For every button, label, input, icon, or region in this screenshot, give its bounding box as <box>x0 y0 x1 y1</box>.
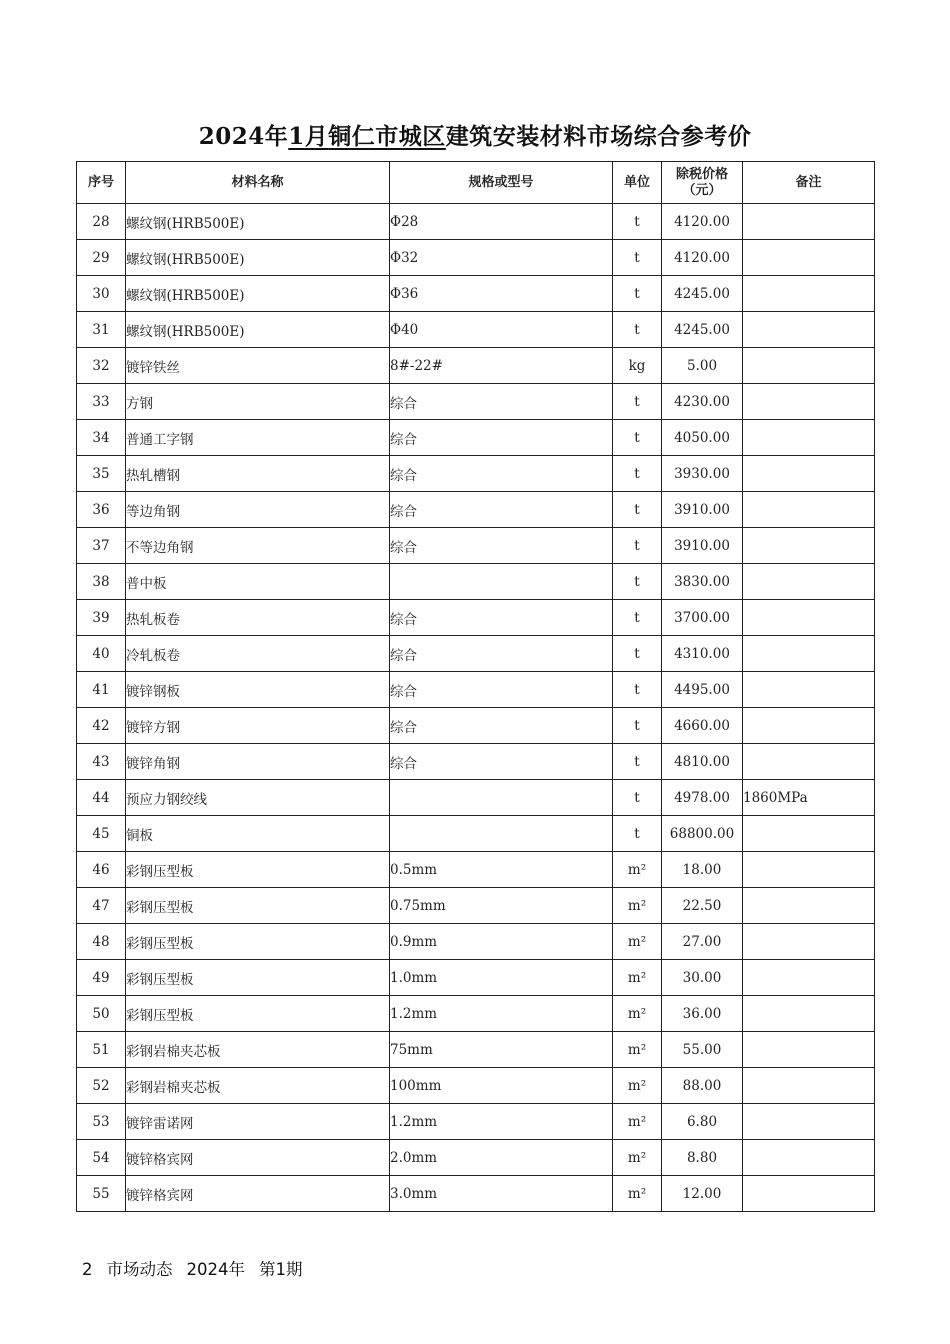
cell-price: 18.00 <box>662 852 743 888</box>
cell-spec: 综合 <box>390 384 613 420</box>
cell-name: 热轧槽钢 <box>126 456 390 492</box>
cell-name: 镀锌铁丝 <box>126 348 390 384</box>
cell-spec: 综合 <box>390 420 613 456</box>
cell-price: 88.00 <box>662 1068 743 1104</box>
cell-seq: 29 <box>77 240 126 276</box>
cell-name: 镀锌方钢 <box>126 708 390 744</box>
table-body <box>77 204 875 1212</box>
cell-spec: 综合 <box>390 456 613 492</box>
cell-unit: t <box>613 240 662 276</box>
cell-unit: t <box>613 204 662 240</box>
cell-remark <box>743 312 875 348</box>
table-row <box>77 1140 875 1176</box>
cell-seq: 55 <box>77 1176 126 1212</box>
table-row <box>77 348 875 384</box>
cell-unit: t <box>613 276 662 312</box>
cell-price: 5.00 <box>662 348 743 384</box>
cell-unit: t <box>613 636 662 672</box>
cell-spec: 100mm <box>390 1068 613 1104</box>
cell-seq: 48 <box>77 924 126 960</box>
page-title <box>0 118 950 151</box>
cell-price: 4120.00 <box>662 204 743 240</box>
cell-remark <box>743 1176 875 1212</box>
cell-price: 4310.00 <box>662 636 743 672</box>
cell-remark <box>743 888 875 924</box>
cell-spec: 综合 <box>390 600 613 636</box>
cell-spec: 1.2mm <box>390 1104 613 1140</box>
header-name: 材料名称 <box>126 162 390 204</box>
cell-unit: t <box>613 492 662 528</box>
table-row <box>77 204 875 240</box>
cell-name: 镀锌钢板 <box>126 672 390 708</box>
cell-remark <box>743 492 875 528</box>
cell-price: 8.80 <box>662 1140 743 1176</box>
table-row <box>77 312 875 348</box>
cell-unit: m² <box>613 1068 662 1104</box>
cell-spec: 8#-22# <box>390 348 613 384</box>
cell-unit: t <box>613 816 662 852</box>
cell-seq: 50 <box>77 996 126 1032</box>
cell-price: 12.00 <box>662 1176 743 1212</box>
cell-spec: 1.0mm <box>390 960 613 996</box>
cell-name: 方钢 <box>126 384 390 420</box>
cell-spec: 75mm <box>390 1032 613 1068</box>
cell-price: 6.80 <box>662 1104 743 1140</box>
cell-remark <box>743 348 875 384</box>
cell-price: 3910.00 <box>662 528 743 564</box>
table-row <box>77 672 875 708</box>
cell-unit: m² <box>613 852 662 888</box>
cell-price: 4230.00 <box>662 384 743 420</box>
table-row <box>77 600 875 636</box>
cell-remark <box>743 1140 875 1176</box>
cell-price: 3930.00 <box>662 456 743 492</box>
table-row <box>77 888 875 924</box>
table-row <box>77 636 875 672</box>
cell-price: 4120.00 <box>662 240 743 276</box>
cell-remark <box>743 960 875 996</box>
cell-seq: 37 <box>77 528 126 564</box>
cell-unit: m² <box>613 1104 662 1140</box>
publication-year: 2024年 <box>186 1260 245 1279</box>
cell-unit: t <box>613 780 662 816</box>
cell-spec: 1.2mm <box>390 996 613 1032</box>
cell-name: 预应力钢绞线 <box>126 780 390 816</box>
header-unit: 单位 <box>613 162 662 204</box>
header-price-line1: 除税价格 <box>675 166 728 182</box>
table-row <box>77 240 875 276</box>
cell-seq: 35 <box>77 456 126 492</box>
publication-issue: 第1期 <box>259 1260 303 1279</box>
title-subject: 建筑安装材料市场综合参考价 <box>445 123 752 150</box>
cell-remark <box>743 384 875 420</box>
cell-seq: 45 <box>77 816 126 852</box>
cell-name: 普通工字钢 <box>126 420 390 456</box>
cell-spec: 0.5mm <box>390 852 613 888</box>
cell-remark <box>743 636 875 672</box>
cell-spec: 0.75mm <box>390 888 613 924</box>
cell-name: 彩钢压型板 <box>126 996 390 1032</box>
cell-seq: 49 <box>77 960 126 996</box>
cell-spec: 2.0mm <box>390 1140 613 1176</box>
cell-name: 等边角钢 <box>126 492 390 528</box>
table-row <box>77 1032 875 1068</box>
cell-unit: t <box>613 672 662 708</box>
cell-remark <box>743 816 875 852</box>
cell-unit: kg <box>613 348 662 384</box>
cell-unit: t <box>613 708 662 744</box>
table-row <box>77 456 875 492</box>
title-region: 铜仁市城区 <box>328 123 446 150</box>
cell-seq: 36 <box>77 492 126 528</box>
cell-seq: 33 <box>77 384 126 420</box>
table-row <box>77 816 875 852</box>
cell-unit: m² <box>613 1140 662 1176</box>
table-row <box>77 1104 875 1140</box>
page-footer <box>82 1256 317 1280</box>
page-number: 2 <box>82 1260 93 1279</box>
cell-spec: 综合 <box>390 708 613 744</box>
cell-name: 彩钢岩棉夹芯板 <box>126 1032 390 1068</box>
cell-unit: t <box>613 384 662 420</box>
table-header-row <box>77 162 875 204</box>
cell-seq: 30 <box>77 276 126 312</box>
cell-name: 铜板 <box>126 816 390 852</box>
cell-spec: 综合 <box>390 528 613 564</box>
cell-name: 彩钢压型板 <box>126 852 390 888</box>
cell-price: 4245.00 <box>662 312 743 348</box>
cell-seq: 42 <box>77 708 126 744</box>
cell-price: 3910.00 <box>662 492 743 528</box>
cell-price: 4978.00 <box>662 780 743 816</box>
table-row <box>77 924 875 960</box>
cell-seq: 34 <box>77 420 126 456</box>
cell-remark <box>743 240 875 276</box>
cell-seq: 41 <box>77 672 126 708</box>
cell-remark <box>743 852 875 888</box>
cell-seq: 51 <box>77 1032 126 1068</box>
cell-price: 4810.00 <box>662 744 743 780</box>
cell-price: 4245.00 <box>662 276 743 312</box>
cell-seq: 39 <box>77 600 126 636</box>
cell-remark <box>743 456 875 492</box>
cell-unit: t <box>613 528 662 564</box>
cell-remark <box>743 672 875 708</box>
cell-name: 镀锌角钢 <box>126 744 390 780</box>
table-row <box>77 1176 875 1212</box>
price-table <box>76 161 875 1212</box>
cell-seq: 38 <box>77 564 126 600</box>
cell-spec: Φ28 <box>390 204 613 240</box>
cell-seq: 53 <box>77 1104 126 1140</box>
cell-remark <box>743 204 875 240</box>
cell-remark <box>743 420 875 456</box>
cell-seq: 32 <box>77 348 126 384</box>
table-row <box>77 852 875 888</box>
cell-spec <box>390 816 613 852</box>
cell-unit: t <box>613 600 662 636</box>
cell-remark <box>743 1032 875 1068</box>
cell-price: 27.00 <box>662 924 743 960</box>
table-row <box>77 780 875 816</box>
cell-remark: 1860MPa <box>743 780 875 816</box>
table-row <box>77 708 875 744</box>
cell-spec <box>390 780 613 816</box>
cell-unit: t <box>613 564 662 600</box>
table-row <box>77 744 875 780</box>
cell-price: 4050.00 <box>662 420 743 456</box>
cell-remark <box>743 528 875 564</box>
cell-unit: m² <box>613 960 662 996</box>
header-seq: 序号 <box>77 162 126 204</box>
cell-name: 彩钢压型板 <box>126 888 390 924</box>
header-price <box>662 162 743 204</box>
cell-remark <box>743 600 875 636</box>
table-row <box>77 528 875 564</box>
cell-name: 镀锌格宾网 <box>126 1176 390 1212</box>
cell-name: 彩钢岩棉夹芯板 <box>126 1068 390 1104</box>
cell-remark <box>743 996 875 1032</box>
cell-seq: 40 <box>77 636 126 672</box>
cell-name: 镀锌雷诺网 <box>126 1104 390 1140</box>
cell-spec: Φ32 <box>390 240 613 276</box>
cell-name: 螺纹钢(HRB500E) <box>126 312 390 348</box>
table-row <box>77 564 875 600</box>
table-row <box>77 996 875 1032</box>
cell-name: 彩钢压型板 <box>126 924 390 960</box>
cell-name: 螺纹钢(HRB500E) <box>126 204 390 240</box>
cell-name: 彩钢压型板 <box>126 960 390 996</box>
title-month: 1月 <box>288 123 329 150</box>
cell-spec: 综合 <box>390 744 613 780</box>
cell-price: 36.00 <box>662 996 743 1032</box>
cell-spec: 综合 <box>390 672 613 708</box>
cell-seq: 47 <box>77 888 126 924</box>
cell-unit: m² <box>613 996 662 1032</box>
cell-spec: 综合 <box>390 636 613 672</box>
cell-seq: 52 <box>77 1068 126 1104</box>
cell-price: 68800.00 <box>662 816 743 852</box>
table-row <box>77 492 875 528</box>
cell-name: 螺纹钢(HRB500E) <box>126 240 390 276</box>
header-remark: 备注 <box>743 162 875 204</box>
cell-seq: 44 <box>77 780 126 816</box>
cell-name: 镀锌格宾网 <box>126 1140 390 1176</box>
cell-unit: m² <box>613 924 662 960</box>
cell-remark <box>743 1068 875 1104</box>
table-row <box>77 960 875 996</box>
cell-remark <box>743 744 875 780</box>
cell-seq: 31 <box>77 312 126 348</box>
cell-spec: Φ36 <box>390 276 613 312</box>
title-year: 2024年 <box>198 123 289 150</box>
cell-seq: 28 <box>77 204 126 240</box>
cell-unit: m² <box>613 1176 662 1212</box>
table-row <box>77 420 875 456</box>
cell-name: 冷轧板卷 <box>126 636 390 672</box>
cell-price: 55.00 <box>662 1032 743 1068</box>
table-row <box>77 384 875 420</box>
cell-name: 普中板 <box>126 564 390 600</box>
cell-unit: t <box>613 744 662 780</box>
cell-unit: m² <box>613 888 662 924</box>
cell-price: 30.00 <box>662 960 743 996</box>
header-spec: 规格或型号 <box>390 162 613 204</box>
cell-price: 3830.00 <box>662 564 743 600</box>
cell-price: 4660.00 <box>662 708 743 744</box>
cell-name: 热轧板卷 <box>126 600 390 636</box>
cell-spec: Φ40 <box>390 312 613 348</box>
cell-unit: m² <box>613 1032 662 1068</box>
cell-remark <box>743 276 875 312</box>
cell-unit: t <box>613 456 662 492</box>
cell-remark <box>743 564 875 600</box>
table-row <box>77 1068 875 1104</box>
cell-name: 螺纹钢(HRB500E) <box>126 276 390 312</box>
publication-name: 市场动态 <box>106 1260 173 1279</box>
cell-price: 22.50 <box>662 888 743 924</box>
table-row <box>77 276 875 312</box>
cell-remark <box>743 708 875 744</box>
cell-seq: 43 <box>77 744 126 780</box>
cell-spec: 0.9mm <box>390 924 613 960</box>
header-price-line2: （元） <box>682 182 722 198</box>
cell-unit: t <box>613 420 662 456</box>
cell-seq: 46 <box>77 852 126 888</box>
cell-spec <box>390 564 613 600</box>
cell-remark <box>743 924 875 960</box>
cell-spec: 3.0mm <box>390 1176 613 1212</box>
cell-name: 不等边角钢 <box>126 528 390 564</box>
cell-unit: t <box>613 312 662 348</box>
cell-remark <box>743 1104 875 1140</box>
cell-price: 4495.00 <box>662 672 743 708</box>
cell-seq: 54 <box>77 1140 126 1176</box>
cell-price: 3700.00 <box>662 600 743 636</box>
cell-spec: 综合 <box>390 492 613 528</box>
